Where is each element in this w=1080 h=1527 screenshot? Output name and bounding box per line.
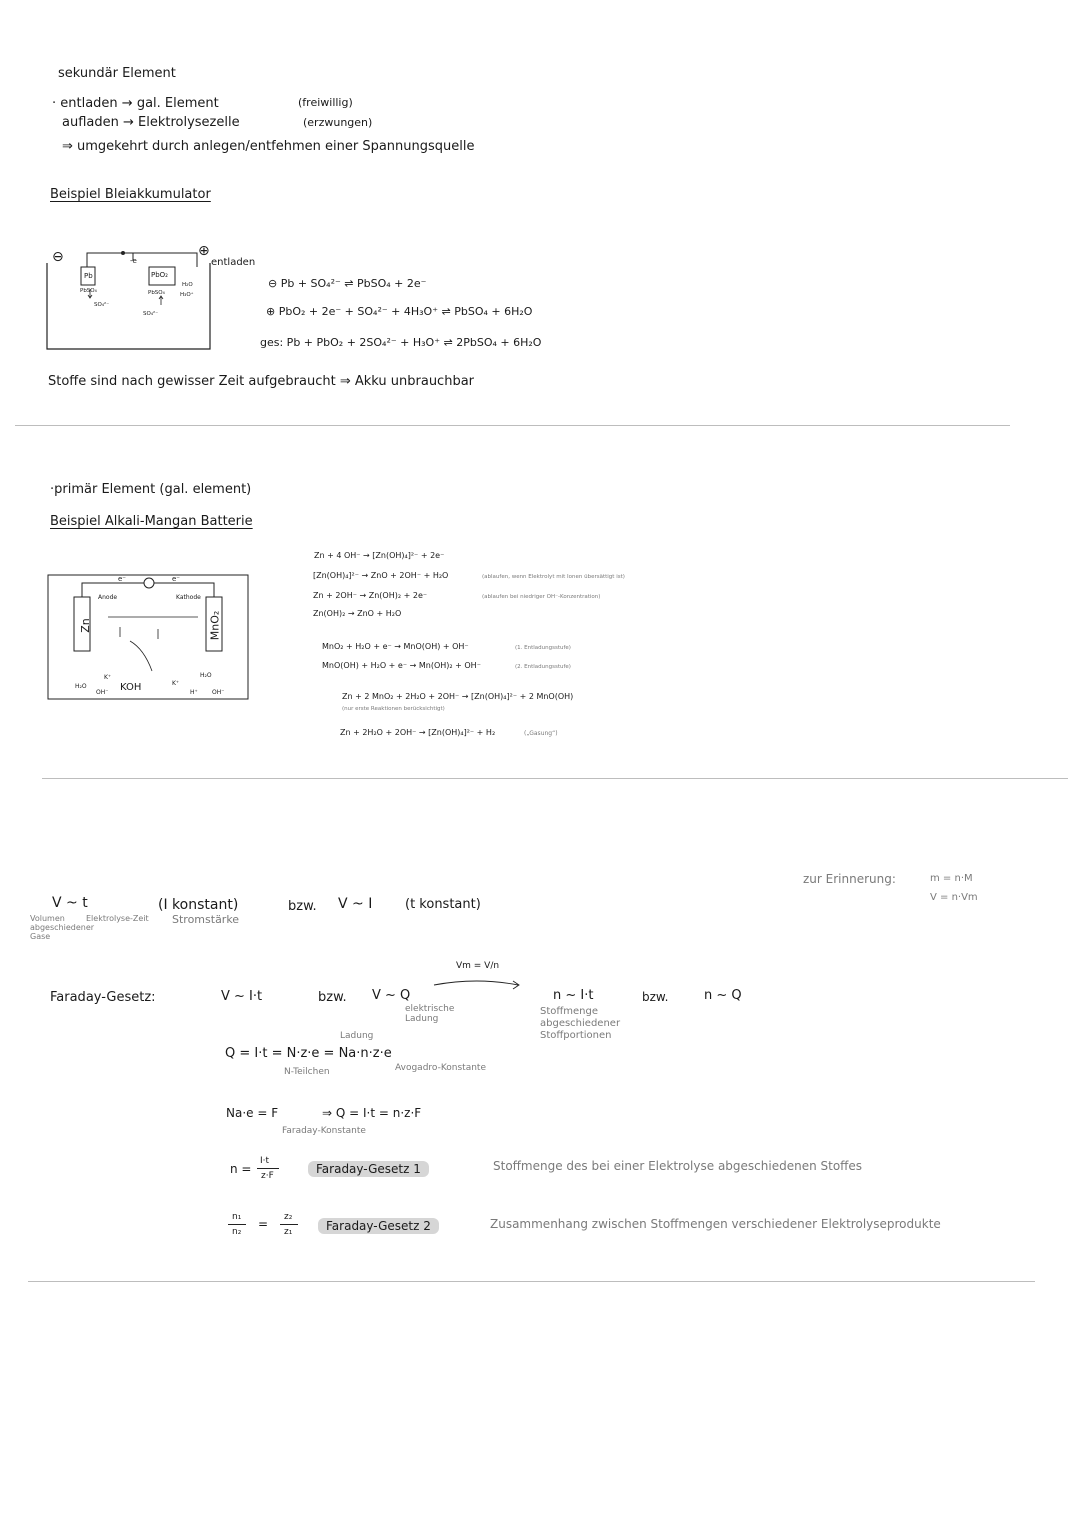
anode-label: Anode <box>98 594 118 601</box>
mno2-electrode-label: MnO₂ <box>208 610 222 641</box>
bzw-2: bzw. <box>318 990 347 1005</box>
current-annotation: Stromstärke <box>172 913 240 926</box>
reminder-mass: m = n·M <box>930 873 973 884</box>
alk-eq-1: Zn + 4 OH⁻ → [Zn(OH)₄]²⁻ + 2e⁻ <box>314 551 445 560</box>
alk-eq-3: Zn + 2OH⁻ → Zn(OH)₂ + 2e⁻ <box>313 591 428 600</box>
discharge-line: · entladen → gal. Element <box>52 96 219 111</box>
amount-annotation: Stoffmenge abgeschiedener Stoffportionen <box>540 1006 621 1041</box>
law2-z2: z₂ <box>284 1212 293 1222</box>
law2-fraction-bar-left <box>228 1224 246 1225</box>
discharge-note: (freiwillig) <box>298 96 353 109</box>
law2-n1: n₁ <box>232 1212 242 1222</box>
charge-line: aufladen → Elektrolysezelle <box>62 115 240 130</box>
n-it-relation: n ~ I·t <box>553 988 594 1003</box>
k-plus-left: K⁺ <box>104 674 112 681</box>
particles-annotation: N-Teilchen <box>284 1067 330 1077</box>
accumulator-note: Stoffe sind nach gewisser Zeit aufgebraucht ⇒ Akku unbrauchbar <box>48 374 475 389</box>
divider-3 <box>28 1281 1035 1282</box>
alk-eq-2: [Zn(OH)₄]²⁻ → ZnO + 2OH⁻ + H₂O <box>313 571 449 580</box>
relation-arrow <box>432 977 522 991</box>
molar-volume-eq: Vm = V/n <box>456 961 500 971</box>
koh-label: KOH <box>120 682 142 693</box>
plus-pole: ⊕ <box>198 243 210 259</box>
h2o-label: H₂O <box>182 282 193 288</box>
v-q-relation: V ~ Q <box>372 988 411 1003</box>
h-plus: H⁺ <box>190 689 198 696</box>
alk-eq-6: MnO(OH) + H₂O + e⁻ → Mn(OH)₂ + OH⁻ <box>322 661 481 670</box>
faraday-constant-annotation: Faraday-Konstante <box>282 1126 366 1136</box>
alk-eq-5-note: (1. Entladungsstufe) <box>515 645 571 651</box>
h2o-right: H₂O <box>200 672 212 679</box>
alk-eq-7: Zn + 2 MnO₂ + 2H₂O + 2OH⁻ → [Zn(OH)₄]²⁻ + 2 MnO(OH) <box>342 692 574 701</box>
law1-n: n = <box>230 1162 252 1176</box>
n-q-relation: n ~ Q <box>704 988 742 1003</box>
alk-eq-8: Zn + 2H₂O + 2OH⁻ → [Zn(OH)₄]²⁻ + H₂ <box>340 728 496 737</box>
electron-left: e⁻ <box>118 575 127 583</box>
faraday-law-1-description: Stoffmenge des bei einer Elektrolyse abgeschiedenen Stoffes <box>493 1159 863 1173</box>
law1-numerator: I·t <box>260 1156 270 1166</box>
oh-right: OH⁻ <box>212 689 225 696</box>
faraday-constant-eq: Na·e = F <box>226 1106 279 1120</box>
v-i-relation: V ~ I <box>338 896 373 912</box>
alk-eq-4: Zn(OH)₂ → ZnO + H₂O <box>313 609 402 618</box>
pbso4-right: PbSO₄ <box>148 290 165 296</box>
equation-anode: ⊖ Pb + SO₄²⁻ ⇌ PbSO₄ + 2e⁻ <box>268 277 427 290</box>
faraday-law-label: Faraday-Gesetz: <box>50 990 156 1005</box>
k-plus-right: K⁺ <box>172 680 180 687</box>
alk-eq-3-note: (ablaufen bei niedriger OH⁻-Konzentration) <box>482 594 601 600</box>
example-heading-alkaline: Beispiel Alkali-Mangan Batterie <box>50 514 253 529</box>
alk-eq-2-note: (ablaufen, wenn Elektrolyt mit Ionen übersättigt ist) <box>482 574 625 580</box>
law2-fraction-bar-right <box>280 1224 298 1225</box>
charge-equation: Q = I·t = N·z·e = Na·n·z·e <box>225 1046 392 1061</box>
law2-equals: = <box>258 1217 269 1231</box>
bzw-1: bzw. <box>288 899 317 914</box>
bzw-3: bzw. <box>642 990 669 1004</box>
law1-denominator: z·F <box>261 1171 274 1181</box>
reminder-volume: V = n·Vm <box>930 892 978 903</box>
section-title-primary: ·primär Element (gal. element) <box>50 482 252 497</box>
process-label: entladen <box>211 257 256 268</box>
faraday-law-2-label: Faraday-Gesetz 2 <box>318 1218 439 1234</box>
faraday-law-2-description: Zusammenhang zwischen Stoffmengen verschiedener Elektrolyseprodukte <box>490 1217 941 1231</box>
i-constant: (I konstant) <box>158 897 239 913</box>
divider-1 <box>15 425 1010 426</box>
avogadro-annotation: Avogadro-Konstante <box>395 1063 486 1073</box>
electron-flow: -e <box>130 257 137 265</box>
charge-annotation: elektrische Ladung <box>405 1004 455 1024</box>
section-title-secondary: sekundär Element <box>58 66 176 81</box>
electron-right: e⁻ <box>172 575 181 583</box>
zn-electrode-label: Zn <box>78 618 92 633</box>
equation-total: ges: Pb + PbO₂ + 2SO₄²⁻ + H₃O⁺ ⇌ 2PbSO₄ + 6H₂O <box>260 336 542 349</box>
v-t-relation: V ~ t <box>52 895 88 911</box>
alk-eq-8-note: („Gasung“) <box>524 730 558 737</box>
oh-left: OH⁻ <box>96 689 109 696</box>
faraday-law-1-label: Faraday-Gesetz 1 <box>308 1161 429 1177</box>
example-heading-lead: Beispiel Bleiakkumulator <box>50 187 211 202</box>
t-constant: (t konstant) <box>405 897 481 912</box>
time-annotation: Elektrolyse-Zeit <box>86 914 149 923</box>
alk-eq-7-note: (nur erste Reaktionen berücksichtigt) <box>342 706 445 712</box>
pbso4-left: PbSO₄ <box>80 288 97 294</box>
law2-z1: z₁ <box>284 1227 293 1237</box>
equation-cathode: ⊕ PbO₂ + 2e⁻ + SO₄²⁻ + 4H₃O⁺ ⇌ PbSO₄ + 6H₂O <box>266 305 533 318</box>
cathode-label: Kathode <box>176 594 201 601</box>
so4-left: SO₄²⁻ <box>94 302 110 308</box>
so4-right: SO₄²⁻ <box>143 311 159 317</box>
reminder-label: zur Erinnerung: <box>803 872 896 886</box>
ladung-annotation: Ladung <box>340 1031 374 1041</box>
charge-implication: ⇒ Q = I·t = n·z·F <box>322 1106 422 1120</box>
law2-n2: n₂ <box>232 1227 242 1237</box>
h2o-left: H₂O <box>75 683 87 690</box>
volume-annotation: Volumen abgeschiedener Gase <box>30 914 95 942</box>
conclusion-line: ⇒ umgekehrt durch anlegen/entfehmen einer Spannungsquelle <box>62 139 475 154</box>
charge-note: (erzwungen) <box>303 116 373 129</box>
alk-eq-5: MnO₂ + H₂O + e⁻ → MnO(OH) + OH⁻ <box>322 642 469 651</box>
law1-fraction-bar <box>257 1168 279 1169</box>
divider-2 <box>42 778 1068 779</box>
minus-pole: ⊖ <box>52 249 64 265</box>
pb-label: Pb <box>84 272 93 280</box>
pbo2-label: PbO₂ <box>151 271 168 279</box>
v-it-relation: V ~ I·t <box>221 989 263 1004</box>
alk-eq-6-note: (2. Entladungsstufe) <box>515 664 571 670</box>
h3o-label: H₃O⁺ <box>180 292 194 298</box>
